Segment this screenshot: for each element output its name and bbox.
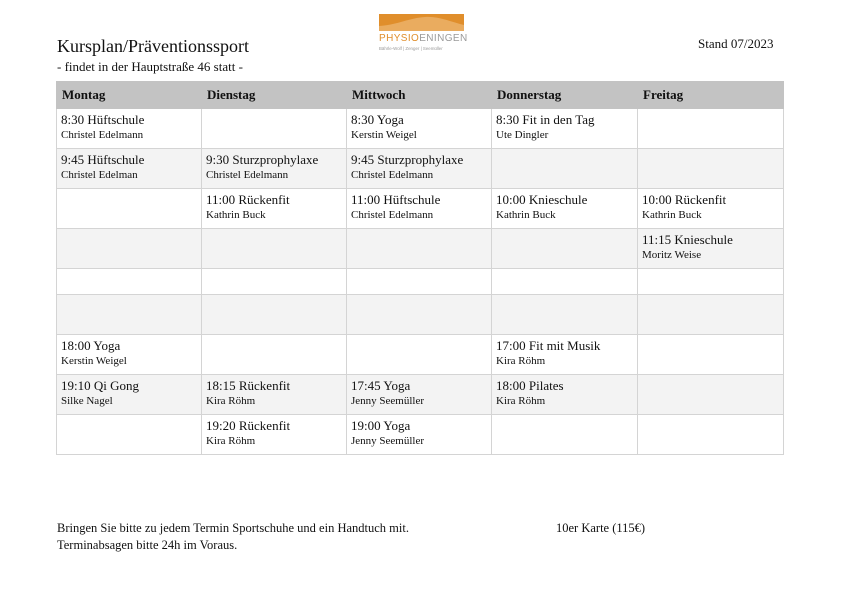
schedule-cell [638, 295, 784, 335]
course-title: 18:15 Rückenfit [206, 378, 291, 393]
course-title: 18:00 Pilates [496, 378, 564, 393]
schedule-cell [347, 269, 492, 295]
table-row [57, 375, 784, 415]
course-title: 9:45 Hüftschule [61, 152, 145, 167]
schedule-cell [57, 189, 202, 229]
schedule-cell [57, 229, 202, 269]
mountain-silhouette-icon [379, 14, 464, 31]
schedule-cell [202, 149, 347, 189]
date-stamp: Stand 07/2023 [698, 36, 774, 51]
schedule-cell [638, 375, 784, 415]
course-title: 11:00 Hüftschule [351, 192, 441, 207]
logo-wordmark [379, 33, 468, 44]
course-title: 19:00 Yoga [351, 418, 411, 433]
instructor-name: Kerstin Weigel [351, 129, 417, 141]
course-title: 8:30 Yoga [351, 112, 404, 127]
schedule-cell [347, 109, 492, 149]
course-title: 10:00 Knieschule [496, 192, 588, 207]
schedule-cell [202, 109, 347, 149]
instructor-name: Christel Edelmann [351, 209, 434, 221]
schedule-cell [638, 189, 784, 229]
schedule-cell [492, 149, 638, 189]
table-row [57, 269, 784, 295]
logo-wordmark-secondary: ENINGEN [419, 33, 468, 44]
table-row [57, 335, 784, 375]
course-title: 11:15 Knieschule [642, 232, 733, 247]
schedule-cell [57, 415, 202, 455]
instructor-name: Kira Röhm [206, 435, 256, 447]
footer-note-equipment: Bringen Sie bitte zu jedem Termin Sportschuhe und ein Handtuch mit. [57, 521, 409, 535]
schedule-cell [638, 415, 784, 455]
course-title: 11:00 Rückenfit [206, 192, 290, 207]
schedule-cell [492, 415, 638, 455]
instructor-name: Kathrin Buck [642, 209, 702, 221]
course-schedule-table [56, 81, 784, 455]
instructor-name: Jenny Seemüller [351, 395, 425, 407]
course-title: 10:00 Rückenfit [642, 192, 727, 207]
schedule-cell [57, 109, 202, 149]
schedule-cell [202, 295, 347, 335]
schedule-cell [57, 269, 202, 295]
schedule-cell [57, 149, 202, 189]
course-title: 8:30 Hüftschule [61, 112, 145, 127]
column-header-monday: Montag [57, 82, 202, 109]
schedule-cell [492, 189, 638, 229]
physio-eningen-logo [379, 14, 468, 56]
schedule-cell [57, 335, 202, 375]
column-header-thursday: Donnerstag [492, 82, 638, 109]
schedule-cell [347, 415, 492, 455]
schedule-cell [638, 229, 784, 269]
instructor-name: Kira Röhm [206, 395, 256, 407]
table-row [57, 415, 784, 455]
footer-note-cancellation: Terminabsagen bitte 24h im Voraus. [57, 538, 238, 552]
column-header-tuesday: Dienstag [202, 82, 347, 109]
schedule-cell [202, 269, 347, 295]
instructor-name: Silke Nagel [61, 395, 113, 407]
instructor-name: Kira Röhm [496, 355, 546, 367]
schedule-cell [202, 229, 347, 269]
table-row [57, 295, 784, 335]
ten-session-card-price: 10er Karte (115€) [556, 521, 646, 535]
table-header-row [57, 82, 784, 109]
schedule-cell [202, 415, 347, 455]
table-row [57, 149, 784, 189]
schedule-cell [57, 375, 202, 415]
instructor-name: Kathrin Buck [496, 209, 556, 221]
schedule-cell [347, 189, 492, 229]
schedule-cell [492, 335, 638, 375]
instructor-name: Christel Edelman [61, 169, 138, 181]
schedule-cell [347, 149, 492, 189]
schedule-cell [492, 229, 638, 269]
course-title: 9:45 Sturzprophylaxe [351, 152, 464, 167]
schedule-cell [492, 269, 638, 295]
page-subtitle: - findet in der Hauptstraße 46 statt - [57, 59, 243, 74]
instructor-name: Kathrin Buck [206, 209, 266, 221]
course-title: 19:20 Rückenfit [206, 418, 291, 433]
page-title: Kursplan/Präventionssport [57, 36, 249, 56]
schedule-cell [638, 149, 784, 189]
table-row [57, 229, 784, 269]
schedule-cell [492, 109, 638, 149]
course-title: 18:00 Yoga [61, 338, 121, 353]
table-row [57, 109, 784, 149]
schedule-cell [347, 229, 492, 269]
course-title: 9:30 Sturzprophylaxe [206, 152, 319, 167]
schedule-cell [638, 269, 784, 295]
logo-wordmark-primary: PHYSIO [379, 33, 420, 44]
instructor-name: Christel Edelmann [206, 169, 289, 181]
logo-mountain-band [379, 14, 464, 31]
schedule-cell [638, 109, 784, 149]
course-title: 8:30 Fit in den Tag [496, 112, 595, 127]
column-header-friday: Freitag [638, 82, 784, 109]
schedule-cell [347, 375, 492, 415]
schedule-cell [347, 295, 492, 335]
schedule-cell [492, 295, 638, 335]
schedule-cell [202, 189, 347, 229]
instructor-name: Kerstin Weigel [61, 355, 127, 367]
schedule-cell [638, 335, 784, 375]
course-title: 17:45 Yoga [351, 378, 411, 393]
schedule-cell [57, 295, 202, 335]
instructor-name: Moritz Weise [642, 249, 702, 261]
schedule-cell [347, 335, 492, 375]
schedule-cell [492, 375, 638, 415]
course-title: 19:10 Qi Gong [61, 378, 139, 393]
instructor-name: Ute Dingler [496, 129, 549, 141]
course-title: 17:00 Fit mit Musik [496, 338, 601, 353]
instructor-name: Christel Edelmann [351, 169, 434, 181]
table-row [57, 189, 784, 229]
instructor-name: Jenny Seemüller [351, 435, 425, 447]
instructor-name: Christel Edelmann [61, 129, 144, 141]
logo-tagline: Bährle-Wolf | Zenger | Seemüller [379, 46, 443, 51]
column-header-wednesday: Mittwoch [347, 82, 492, 109]
schedule-cell [202, 335, 347, 375]
schedule-cell [202, 375, 347, 415]
instructor-name: Kira Röhm [496, 395, 546, 407]
